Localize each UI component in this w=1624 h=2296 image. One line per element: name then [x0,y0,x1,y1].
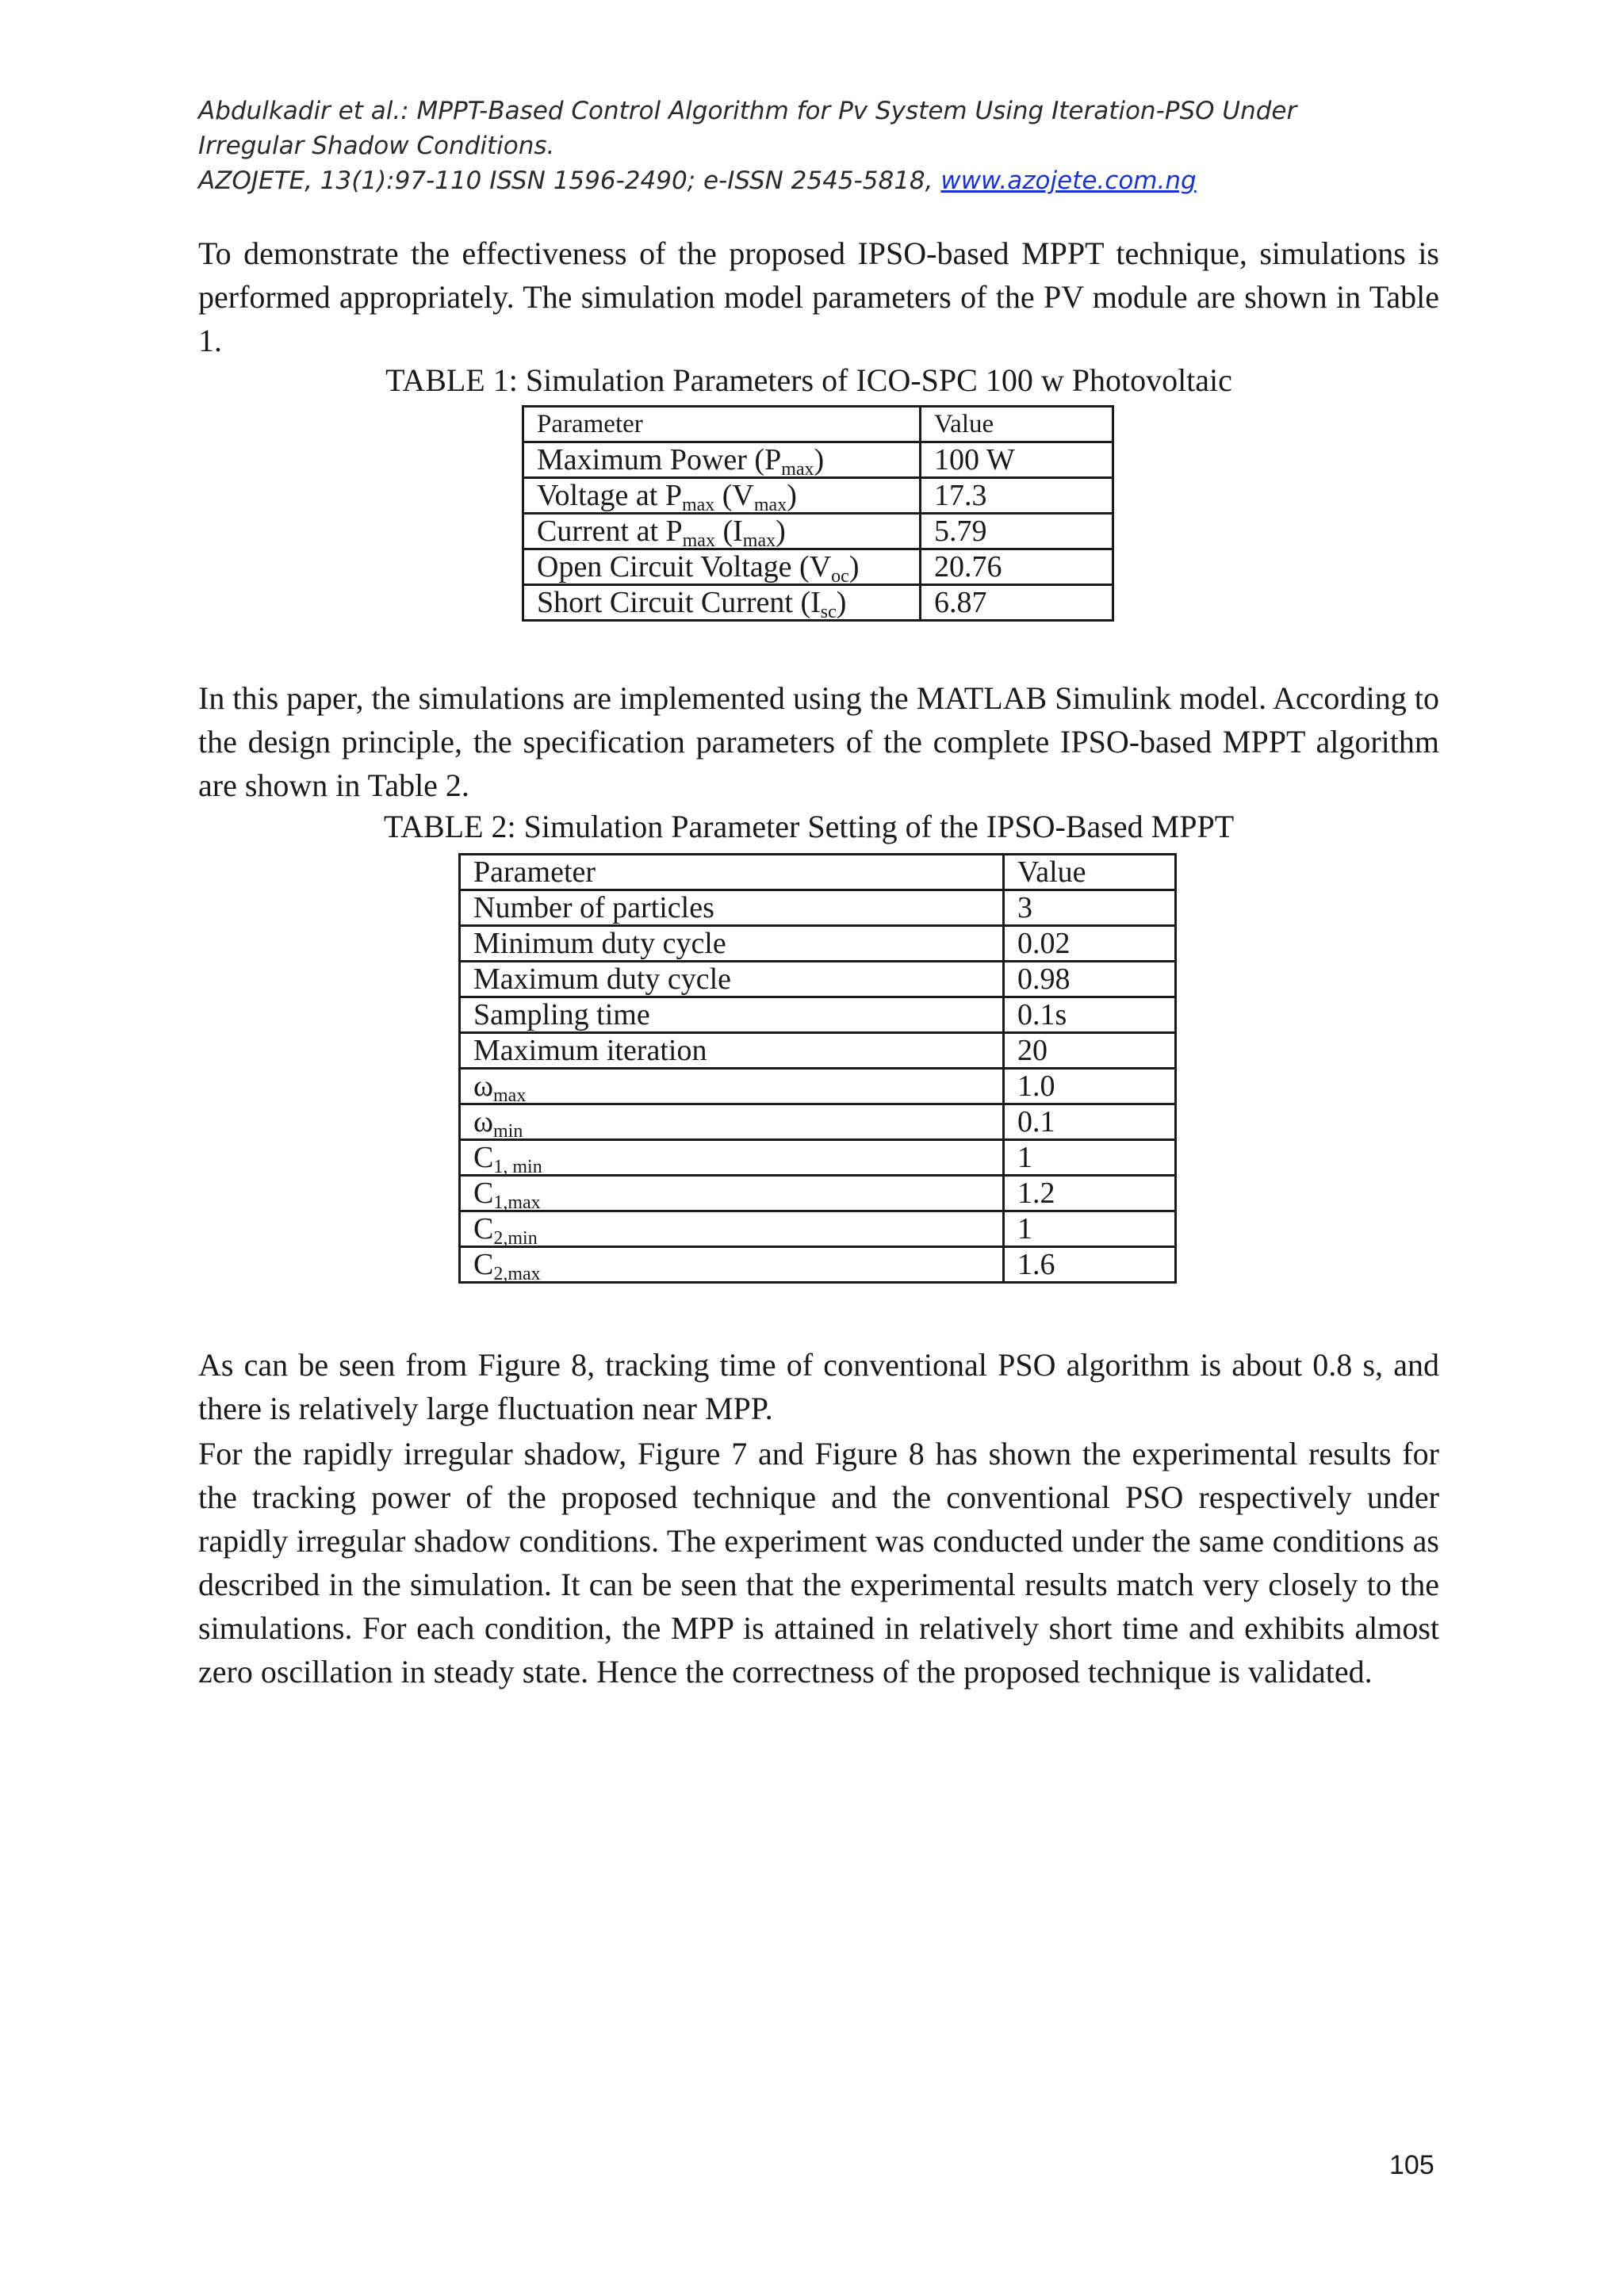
table-2-value-cell: 1.2 [1004,1176,1176,1211]
parameter-subscript: max [493,1085,527,1106]
table-1-row [523,514,1113,549]
table-2-parameter-cell [460,1104,1004,1140]
table-1-row [523,549,1113,585]
table-2-parameter-cell [460,997,1004,1033]
page-number: 105 [1389,2150,1434,2180]
table-2-body [460,855,1176,1283]
header-title-line-2: Irregular Shadow Conditions. [198,132,555,160]
table-2-row [460,962,1176,997]
table-2-value-cell: 20 [1004,1033,1176,1069]
parameter-subscript: sc [820,602,837,622]
table-2-parameter-cell [460,1247,1004,1283]
table-2-row [460,926,1176,962]
table-1 [522,405,1114,622]
table-2-parameter-cell [460,1033,1004,1069]
table-2-row [460,1140,1176,1176]
parameter-name: ω [473,1070,494,1103]
parameter-name-part: (V [714,479,754,512]
table-2-header-value: Value [1004,855,1176,890]
methods-paragraph: In this paper, the simulations are implemented using the MATLAB Simulink model. According to the design principle, the specification parameters of the complete IPSO-based MPPT algorithm are shown in Table 2. [198,680,1439,803]
table-2-parameter-cell [460,890,1004,926]
table-2 [458,853,1177,1284]
table-2-row [460,890,1176,926]
parameter-name: C [473,1248,494,1281]
table-1-header-row [523,407,1113,442]
parameter-name: C [473,1212,494,1246]
parameter-name-part: ) [814,443,825,476]
parameter-subscript: max [742,530,776,551]
header-journal-line [198,163,1435,198]
parameter-subscript: min [493,1121,523,1142]
parameter-name-part: ) [848,550,860,584]
parameter-name: Maximum Power (P [537,443,782,476]
header-journal-citation: AZOJETE, 13(1):97-110 ISSN 1596-2490; e-ISSN 2545-5818, [198,166,941,195]
table-2-value-cell: 0.1s [1004,997,1176,1033]
table-1-value-cell: 17.3 [921,478,1113,514]
results-paragraph-1: As can be seen from Figure 8, tracking time of conventional PSO algorithm is about 0.8 s, and there is relatively large fluctuation near MPP. [198,1347,1439,1426]
parameter-subscript: 1, min [493,1157,542,1177]
table-1-value-cell: 20.76 [921,549,1113,585]
table-1-parameter-cell [523,478,921,514]
parameter-name: Current at P [537,515,683,548]
table-1-row [523,442,1113,478]
journal-website-link[interactable]: www.azojete.com.ng [940,166,1197,195]
table-2-parameter-cell [460,1140,1004,1176]
table-2-row [460,1069,1176,1104]
parameter-name: C [473,1177,494,1210]
table-1-value-cell: 100 W [921,442,1113,478]
parameter-subscript: 1,max [493,1192,541,1213]
parameter-name: Maximum duty cycle [473,962,732,996]
table-1-caption: TABLE 1: Simulation Parameters of ICO-SPC 100 w Photovoltaic [385,362,1232,398]
table-1-parameter-cell [523,514,921,549]
parameter-name: Sampling time [473,998,650,1031]
results-paragraph-2: For the rapidly irregular shadow, Figure 7 and Figure 8 has shown the experimental results for the tracking power of the proposed technique and the conventional PSO respectively under rapidly irregular shadow conditions. The experiment was conducted under the same conditions as described in the simulation. It can be seen that the experimental results match very closely to the simulations. For each condition, the MPP is attained in relatively short time and exhibits almost zero oscillation in steady state. Hence the correctness of the proposed technique is validated. [198,1436,1439,1689]
parameter-name-part: ) [787,479,797,512]
parameter-name: Open Circuit Voltage (V [537,550,832,584]
table-1-parameter-cell [523,442,921,478]
intro-paragraph: To demonstrate the effectiveness of the proposed IPSO-based MPPT technique, simulations is performed appropriately. The simulation model parameters of the PV module are shown in Table 1. [198,235,1439,358]
header-title-line-1: Abdulkadir et al.: MPPT-Based Control Algorithm for Pv System Using Iteration-PSO Under [198,97,1297,125]
table-1-row [523,585,1113,621]
table-2-value-cell: 0.1 [1004,1104,1176,1140]
table-2-parameter-cell [460,926,1004,962]
table-2-value-cell: 0.02 [1004,926,1176,962]
parameter-subscript: 2,min [493,1228,538,1249]
table-1-parameter-cell [523,549,921,585]
table-2-value-cell: 0.98 [1004,962,1176,997]
table-2-row [460,1104,1176,1140]
parameter-subscript: oc [831,566,849,587]
table-2-parameter-cell [460,1176,1004,1211]
parameter-name: ω [473,1105,494,1138]
table-1-body [523,407,1113,621]
table-2-value-cell: 1.6 [1004,1247,1176,1283]
parameter-name: Maximum iteration [473,1034,707,1067]
table-2-row [460,1176,1176,1211]
parameter-name: C [473,1141,494,1174]
parameter-name-part: (I [714,515,743,548]
table-1-value-cell: 6.87 [921,585,1113,621]
parameter-name-part: ) [776,515,786,548]
table-2-header-parameter: Parameter [460,855,1004,890]
table-1-row [523,478,1113,514]
table-1-parameter-cell [523,585,921,621]
table-2-row [460,1247,1176,1283]
table-2-row [460,1033,1176,1069]
table-2-header-row [460,855,1176,890]
parameter-name: Number of particles [473,891,714,924]
parameter-subscript: max [682,530,715,551]
table-2-caption: TABLE 2: Simulation Parameter Setting of the IPSO-Based MPPT [383,809,1235,844]
parameter-name: Short Circuit Current (I [537,586,821,619]
table-2-row [460,1211,1176,1247]
parameter-subscript: max [681,495,715,515]
table-2-parameter-cell [460,1069,1004,1104]
table-2-value-cell: 3 [1004,890,1176,926]
running-header [198,94,1435,198]
parameter-name: Minimum duty cycle [473,927,726,960]
table-2-value-cell: 1 [1004,1140,1176,1176]
table-2-parameter-cell [460,962,1004,997]
table-1-header-parameter: Parameter [523,407,921,442]
table-2-value-cell: 1.0 [1004,1069,1176,1104]
parameter-name-part: ) [836,586,847,619]
parameter-subscript: max [753,495,787,515]
table-2-value-cell: 1 [1004,1211,1176,1247]
parameter-name: Voltage at P [537,479,682,512]
table-1-header-value: Value [921,407,1113,442]
table-2-parameter-cell [460,1211,1004,1247]
table-1-value-cell: 5.79 [921,514,1113,549]
parameter-subscript: max [781,459,814,480]
table-2-row [460,997,1176,1033]
parameter-subscript: 2,max [493,1264,541,1284]
